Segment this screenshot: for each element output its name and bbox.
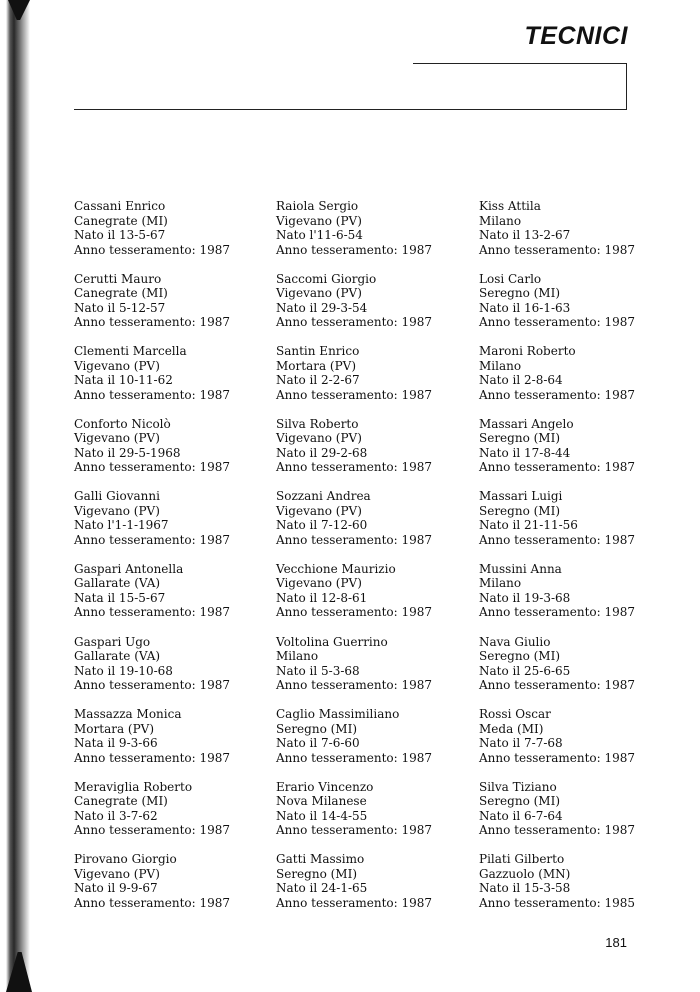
person-city: Canegrate (MI): [74, 794, 168, 809]
person-entry: [74, 199, 274, 272]
header-frame: [413, 63, 627, 110]
person-entry: [74, 272, 274, 345]
person-name: Gaspari Antonella: [74, 561, 184, 576]
person-name: Saccomi Giorgio: [276, 271, 377, 286]
person-city: Nova Milanese: [276, 794, 367, 809]
person-city: Canegrate (MI): [74, 213, 168, 228]
person-entry: [479, 707, 679, 780]
person-name: Gatti Massimo: [276, 852, 365, 867]
person-name: Pirovano Giorgio: [74, 852, 177, 867]
person-city: Mortara (PV): [74, 721, 155, 736]
person-registration-year: Anno tesseramento: 1987: [74, 605, 231, 620]
person-birth: Nato il 7-6-60: [276, 736, 360, 751]
person-birth: Nato il 12-8-61: [276, 590, 368, 605]
person-entry: [276, 199, 476, 272]
person-registration-year: Anno tesseramento: 1987: [479, 823, 636, 838]
person-name: Erario Vincenzo: [276, 779, 374, 794]
person-registration-year: Anno tesseramento: 1987: [479, 315, 636, 330]
person-birth: Nato il 7-12-60: [276, 518, 368, 533]
person-entry: [479, 199, 679, 272]
person-birth: Nata il 9-3-66: [74, 736, 158, 751]
person-registration-year: Anno tesseramento: 1987: [479, 387, 636, 402]
person-name: Caglio Massimiliano: [276, 707, 400, 722]
person-name: Cassani Enrico: [74, 199, 166, 213]
person-entry: [276, 635, 476, 708]
person-entry: [479, 272, 679, 345]
person-city: Seregno (MI): [276, 721, 357, 736]
person-entry: [74, 780, 274, 853]
person-birth: Nato il 13-2-67: [479, 228, 571, 242]
person-name: Meraviglia Roberto: [74, 779, 193, 794]
person-entry: [276, 272, 476, 345]
person-entry: [276, 852, 476, 925]
person-city: Gallarate (VA): [74, 576, 161, 591]
person-city: Milano: [479, 358, 522, 373]
page-number: 181: [605, 935, 627, 950]
person-city: Seregno (MI): [479, 649, 560, 664]
person-name: Nava Giulio: [479, 634, 551, 649]
person-city: Seregno (MI): [479, 286, 560, 301]
person-registration-year: Anno tesseramento: 1987: [479, 242, 636, 257]
person-city: Milano: [479, 213, 522, 228]
person-name: Raiola Sergio: [276, 199, 359, 213]
person-city: Vigevano (PV): [276, 576, 362, 591]
person-city: Vigevano (PV): [276, 503, 362, 518]
book-binding-edge: [0, 0, 70, 992]
person-city: Seregno (MI): [276, 866, 357, 881]
person-city: Seregno (MI): [479, 503, 560, 518]
column-3: [479, 199, 679, 925]
person-registration-year: Anno tesseramento: 1987: [276, 605, 433, 620]
person-registration-year: Anno tesseramento: 1987: [479, 605, 636, 620]
person-name: Massari Luigi: [479, 489, 563, 504]
person-city: Vigevano (PV): [276, 286, 362, 301]
person-city: Canegrate (MI): [74, 286, 168, 301]
person-entry: [479, 562, 679, 635]
person-birth: Nato il 15-3-58: [479, 881, 571, 896]
person-birth: Nato il 14-4-55: [276, 808, 368, 823]
person-name: Galli Giovanni: [74, 489, 160, 504]
person-birth: Nato il 9-9-67: [74, 881, 158, 896]
person-registration-year: Anno tesseramento: 1987: [74, 532, 231, 547]
person-entry: [276, 489, 476, 562]
person-registration-year: Anno tesseramento: 1987: [276, 895, 433, 910]
person-name: Gaspari Ugo: [74, 634, 151, 649]
person-registration-year: Anno tesseramento: 1987: [276, 750, 433, 765]
person-city: Vigevano (PV): [74, 358, 160, 373]
person-name: Kiss Attila: [479, 199, 541, 213]
column-1: [74, 199, 274, 925]
column-2: [276, 199, 476, 925]
person-entry: [479, 780, 679, 853]
person-city: Milano: [276, 649, 319, 664]
person-name: Silva Roberto: [276, 416, 359, 431]
person-entry: [74, 852, 274, 925]
person-city: Seregno (MI): [479, 794, 560, 809]
person-birth: Nato il 5-3-68: [276, 663, 360, 678]
person-city: Vigevano (PV): [74, 866, 160, 881]
person-birth: Nato il 19-10-68: [74, 663, 173, 678]
person-entry: [74, 417, 274, 490]
person-registration-year: Anno tesseramento: 1987: [479, 532, 636, 547]
person-registration-year: Anno tesseramento: 1987: [479, 460, 636, 475]
person-name: Mussini Anna: [479, 561, 562, 576]
person-city: Seregno (MI): [479, 431, 560, 446]
person-name: Voltolina Guerrino: [276, 634, 388, 649]
person-entry: [479, 489, 679, 562]
person-registration-year: Anno tesseramento: 1987: [74, 315, 231, 330]
person-entry: [276, 344, 476, 417]
person-birth: Nato il 17-8-44: [479, 445, 571, 460]
person-name: Pilati Gilberto: [479, 852, 565, 867]
person-registration-year: Anno tesseramento: 1987: [276, 387, 433, 402]
person-city: Vigevano (PV): [276, 213, 362, 228]
person-registration-year: Anno tesseramento: 1987: [276, 532, 433, 547]
person-name: Losi Carlo: [479, 271, 542, 286]
person-name: Santin Enrico: [276, 344, 360, 359]
person-registration-year: Anno tesseramento: 1987: [276, 678, 433, 693]
person-birth: Nato l'1-1-1967: [74, 518, 169, 533]
person-entry: [74, 489, 274, 562]
person-registration-year: Anno tesseramento: 1987: [479, 678, 636, 693]
person-birth: Nato il 24-1-65: [276, 881, 368, 896]
person-entry: [276, 562, 476, 635]
person-entry: [276, 780, 476, 853]
person-birth: Nato il 25-6-65: [479, 663, 571, 678]
person-registration-year: Anno tesseramento: 1987: [479, 750, 636, 765]
person-birth: Nato l'11-6-54: [276, 228, 363, 242]
person-birth: Nata il 15-5-67: [74, 590, 166, 605]
person-entry: [479, 852, 679, 925]
person-birth: Nato il 29-2-68: [276, 445, 368, 460]
person-city: Mortara (PV): [276, 358, 357, 373]
person-registration-year: Anno tesseramento: 1987: [276, 823, 433, 838]
person-birth: Nato il 29-3-54: [276, 300, 368, 315]
person-birth: Nato il 2-2-67: [276, 373, 360, 388]
person-city: Milano: [479, 576, 522, 591]
person-city: Vigevano (PV): [74, 431, 160, 446]
person-city: Vigevano (PV): [74, 503, 160, 518]
person-entry: [74, 344, 274, 417]
person-city: Vigevano (PV): [276, 431, 362, 446]
person-name: Conforto Nicolò: [74, 416, 171, 431]
person-registration-year: Anno tesseramento: 1987: [74, 387, 231, 402]
person-birth: Nato il 7-7-68: [479, 736, 563, 751]
person-city: Meda (MI): [479, 721, 544, 736]
person-entry: [74, 635, 274, 708]
person-birth: Nato il 5-12-57: [74, 300, 166, 315]
person-name: Maroni Roberto: [479, 344, 576, 359]
person-birth: Nato il 21-11-56: [479, 518, 578, 533]
person-registration-year: Anno tesseramento: 1987: [74, 242, 231, 257]
person-birth: Nato il 2-8-64: [479, 373, 563, 388]
person-birth: Nato il 16-1-63: [479, 300, 571, 315]
person-birth: Nato il 3-7-62: [74, 808, 158, 823]
person-name: Rossi Oscar: [479, 707, 551, 722]
person-name: Silva Tiziano: [479, 779, 557, 794]
person-entry: [276, 417, 476, 490]
person-birth: Nata il 10-11-62: [74, 373, 173, 388]
person-registration-year: Anno tesseramento: 1987: [74, 823, 231, 838]
person-birth: Nato il 6-7-64: [479, 808, 563, 823]
person-name: Sozzani Andrea: [276, 489, 371, 504]
person-name: Clementi Marcella: [74, 344, 187, 359]
person-registration-year: Anno tesseramento: 1987: [74, 678, 231, 693]
person-entry: [479, 417, 679, 490]
person-entry: [74, 562, 274, 635]
person-registration-year: Anno tesseramento: 1985: [479, 895, 636, 910]
header-rule: [74, 109, 626, 110]
person-registration-year: Anno tesseramento: 1987: [74, 750, 231, 765]
person-entry: [74, 707, 274, 780]
person-entry: [479, 344, 679, 417]
person-city: Gallarate (VA): [74, 649, 161, 664]
person-birth: Nato il 13-5-67: [74, 228, 166, 242]
person-registration-year: Anno tesseramento: 1987: [276, 460, 433, 475]
person-name: Massazza Monica: [74, 707, 182, 722]
person-entry: [479, 635, 679, 708]
person-registration-year: Anno tesseramento: 1987: [276, 242, 433, 257]
person-birth: Nato il 19-3-68: [479, 590, 571, 605]
person-name: Massari Angelo: [479, 416, 574, 431]
person-registration-year: Anno tesseramento: 1987: [74, 895, 231, 910]
person-name: Cerutti Mauro: [74, 271, 162, 286]
page-title: TECNICI: [524, 22, 628, 50]
person-city: Gazzuolo (MN): [479, 866, 571, 881]
person-name: Vecchione Maurizio: [276, 561, 396, 576]
person-entry: [276, 707, 476, 780]
person-registration-year: Anno tesseramento: 1987: [74, 460, 231, 475]
person-birth: Nato il 29-5-1968: [74, 445, 181, 460]
person-registration-year: Anno tesseramento: 1987: [276, 315, 433, 330]
